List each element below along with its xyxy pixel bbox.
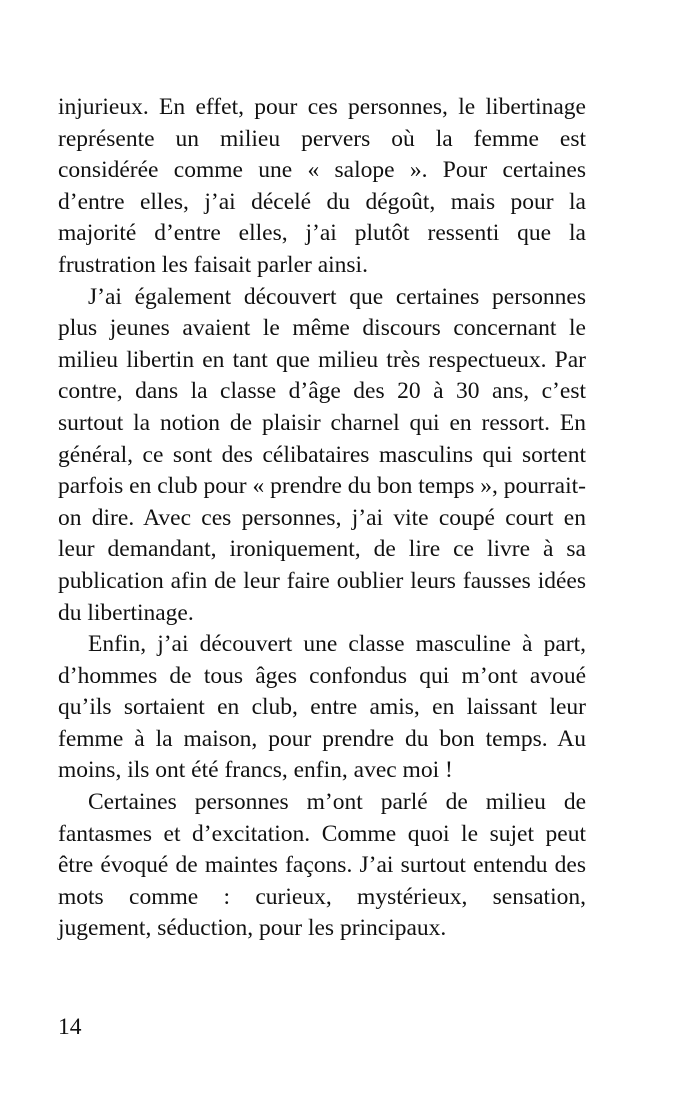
paragraph-continued: injurieux. En effet, pour ces personnes, le libertinage représente un milieu pervers où la femme est considérée comme une « salope ». Pour certaines d’entre elles, j’ai décelé du dégoût, mais pour la majorité d’entre elles, j’ai plutôt ressenti que la frustration les faisait parler ainsi. (58, 94, 586, 278)
page-body (58, 92, 586, 945)
page-number: 14 (58, 1014, 82, 1040)
paragraph-younger-people: J’ai également découvert que certaines personnes plus jeunes avaient le même discours concernant le milieu libertin en tant que milieu très respectueux. Par contre, dans la classe d’âge des 20 à 30 ans, c’est surtout la notion de plaisir charnel qui en ressort. En général, ce sont des célibataires masculins qui sortent parfois en club pour « prendre du bon temps », pourrait-on dire. Avec ces personnes, j’ai vite coupé court en leur demandant, ironiquement, de lire ce livre à sa publication afin de leur faire oublier leurs fausses idées du libertinage. (58, 283, 586, 626)
paragraph-male-class: Enfin, j’ai découvert une classe masculine à part, d’hommes de tous âges confondus qui m’ont avoué qu’ils sortaient en club, entre amis, en laissant leur femme à la maison, pour prendre du bon temps. Au moins, ils ont été francs, enfin, avec moi ! (58, 631, 586, 784)
paragraph-fantasies: Certaines personnes m’ont parlé de milieu de fantasmes et d’excitation. Comme quoi le sujet peut être évoqué de maintes façons. J’ai surtout entendu des mots comme : curieux, mystérieux, sensation, jugement, séduction, pour les principaux. (58, 789, 586, 942)
